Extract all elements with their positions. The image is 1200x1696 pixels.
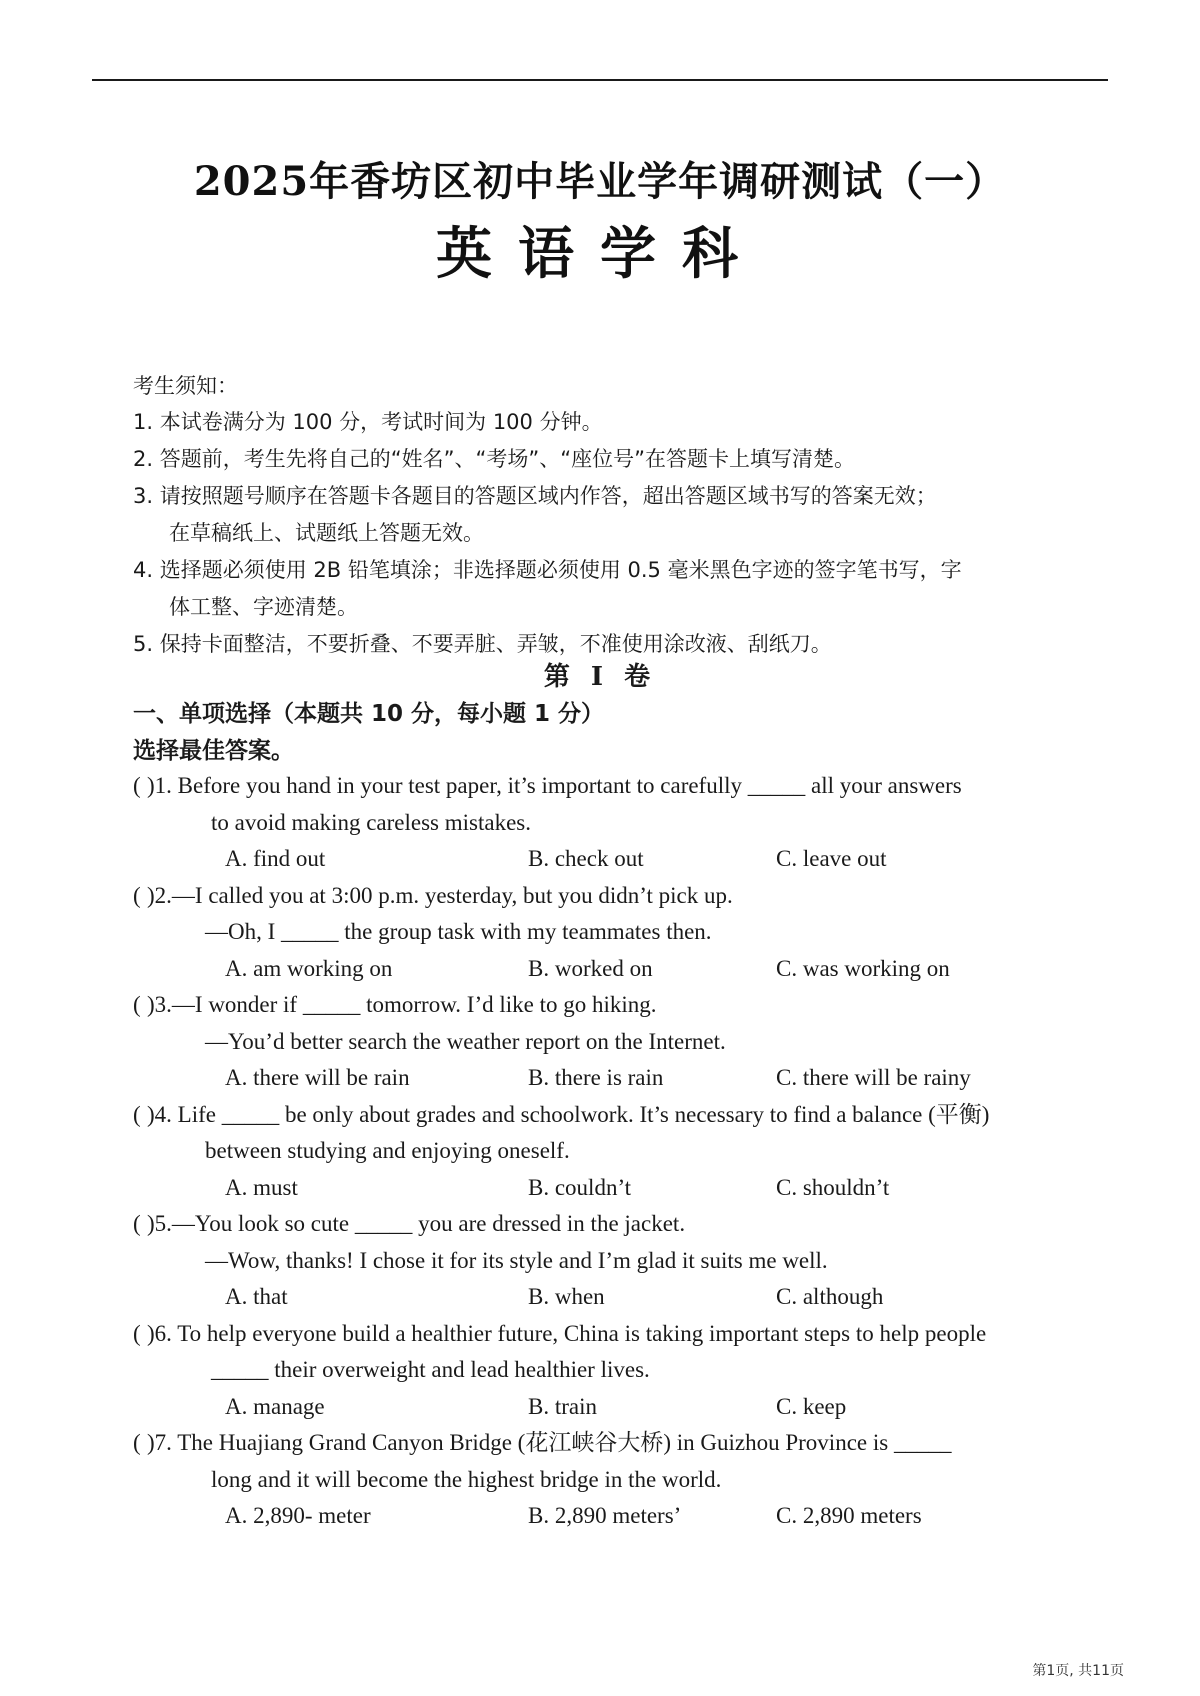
option-a: A. that <box>225 1284 288 1309</box>
question-text: )4. Life _____ be only about grades and schoolwork. It’s necessary to find a balance (平衡) <box>147 1101 990 1127</box>
answer-bracket: ( <box>133 882 141 908</box>
question-2 <box>133 878 1093 915</box>
question-text: )3.—I wonder if _____ tomorrow. I’d like to go hiking. <box>147 992 657 1017</box>
notice-line: 1. 本试卷满分为 100 分，考试时间为 100 分钟。 <box>133 410 603 434</box>
question-text: between studying and enjoying oneself. <box>205 1138 570 1163</box>
option-c: C. leave out <box>776 846 887 871</box>
notice-line: 4. 选择题必须使用 2B 铅笔填涂；非选择题必须使用 0.5 毫米黑色字迹的签字笔书写，字 <box>133 558 962 582</box>
question-5-continuation <box>133 1243 1093 1280</box>
question-6 <box>133 1316 1093 1353</box>
question-text: )6. To help everyone build a healthier future, China is taking important steps to help people <box>147 1320 987 1346</box>
option-c: C. although <box>776 1284 884 1309</box>
question-text: )2.—I called you at 3:00 p.m. yesterday, but you didn’t pick up. <box>147 882 733 908</box>
part-instruction: 选择最佳答案。 <box>133 738 294 764</box>
question-1-continuation <box>133 805 1093 842</box>
question-6-options <box>133 1389 1093 1426</box>
candidate-notice <box>133 368 1093 663</box>
option-a: A. am working on <box>225 955 393 981</box>
question-text: _____ their overweight and lead healthier lives. <box>211 1357 650 1382</box>
answer-bracket: ( <box>133 992 141 1017</box>
question-7-options <box>133 1498 1093 1535</box>
question-5-options <box>133 1279 1093 1316</box>
question-2-continuation <box>133 914 1093 951</box>
notice-heading: 考生须知： <box>133 374 238 398</box>
option-b: B. worked on <box>528 955 653 981</box>
question-2-options <box>133 951 1093 988</box>
option-b: B. when <box>528 1284 605 1309</box>
question-text: )5.—You look so cute _____ you are dressed in the jacket. <box>147 1211 686 1236</box>
option-c: C. shouldn’t <box>776 1174 890 1200</box>
question-text: to avoid making careless mistakes. <box>211 809 532 835</box>
page-number: 第1页, 共11页 <box>1032 1663 1124 1679</box>
question-6-continuation <box>133 1352 1093 1389</box>
notice-line: 体工整、字迹清楚。 <box>169 595 358 619</box>
question-list <box>133 768 1093 1535</box>
question-4 <box>133 1097 1093 1134</box>
option-a: A. there will be rain <box>225 1065 410 1090</box>
option-a: A. find out <box>225 846 326 871</box>
exam-title: 2025年香坊区初中毕业学年调研测试（一） <box>193 158 1007 205</box>
section-title: 第 I 卷 <box>543 662 657 692</box>
option-b: B. couldn’t <box>528 1174 632 1200</box>
option-a: A. must <box>225 1174 298 1200</box>
option-a: A. 2,890- meter <box>225 1503 371 1528</box>
question-text: )1. Before you hand in your test paper, it’s important to carefully _____ all your answers <box>147 773 962 798</box>
option-b: B. 2,890 meters’ <box>528 1503 682 1528</box>
notice-line: 2. 答题前，考生先将自己的“姓名”、“考场”、“座位号”在答题卡上填写清楚。 <box>133 447 855 471</box>
question-text: long and it will become the highest bridge in the world. <box>211 1466 722 1492</box>
option-b: B. check out <box>528 846 644 871</box>
question-1 <box>133 768 1093 805</box>
answer-bracket: ( <box>133 1211 141 1236</box>
question-text: —Wow, thanks! I chose it for its style and I’m glad it suits me well. <box>205 1247 828 1273</box>
answer-bracket: ( <box>133 773 141 798</box>
question-5 <box>133 1206 1093 1243</box>
question-text: )7. The Huajiang Grand Canyon Bridge (花江峡谷大桥) in Guizhou Province is _____ <box>147 1430 952 1455</box>
question-3 <box>133 987 1093 1024</box>
question-4-options <box>133 1170 1093 1207</box>
part-heading: 一、单项选择（本题共 10 分，每小题 1 分） <box>133 701 605 727</box>
top-rule <box>92 79 1108 81</box>
option-c: C. keep <box>776 1393 847 1419</box>
question-7 <box>133 1425 1093 1462</box>
question-text: —You’d better search the weather report on the Internet. <box>205 1028 726 1054</box>
notice-line: 5. 保持卡面整洁，不要折叠、不要弄脏、弄皱，不准使用涂改液、刮纸刀。 <box>133 632 832 656</box>
notice-line: 在草稿纸上、试题纸上答题无效。 <box>169 521 484 545</box>
option-b: B. there is rain <box>528 1065 664 1090</box>
answer-bracket: ( <box>133 1320 141 1346</box>
question-3-options <box>133 1060 1093 1097</box>
question-7-continuation <box>133 1462 1093 1499</box>
option-b: B. train <box>528 1393 597 1419</box>
question-4-continuation <box>133 1133 1093 1170</box>
option-c: C. was working on <box>776 955 950 981</box>
question-3-continuation <box>133 1024 1093 1061</box>
answer-bracket: ( <box>133 1430 141 1455</box>
option-c: C. there will be rainy <box>776 1065 971 1090</box>
answer-bracket: ( <box>133 1101 141 1127</box>
option-c: C. 2,890 meters <box>776 1503 922 1528</box>
subject-title: 英语学科 <box>436 221 764 287</box>
option-a: A. manage <box>225 1393 325 1419</box>
question-text: —Oh, I _____ the group task with my teammates then. <box>205 919 712 944</box>
question-1-options <box>133 841 1093 878</box>
notice-line: 3. 请按照题号顺序在答题卡各题目的答题区域内作答，超出答题区域书写的答案无效； <box>133 484 937 508</box>
